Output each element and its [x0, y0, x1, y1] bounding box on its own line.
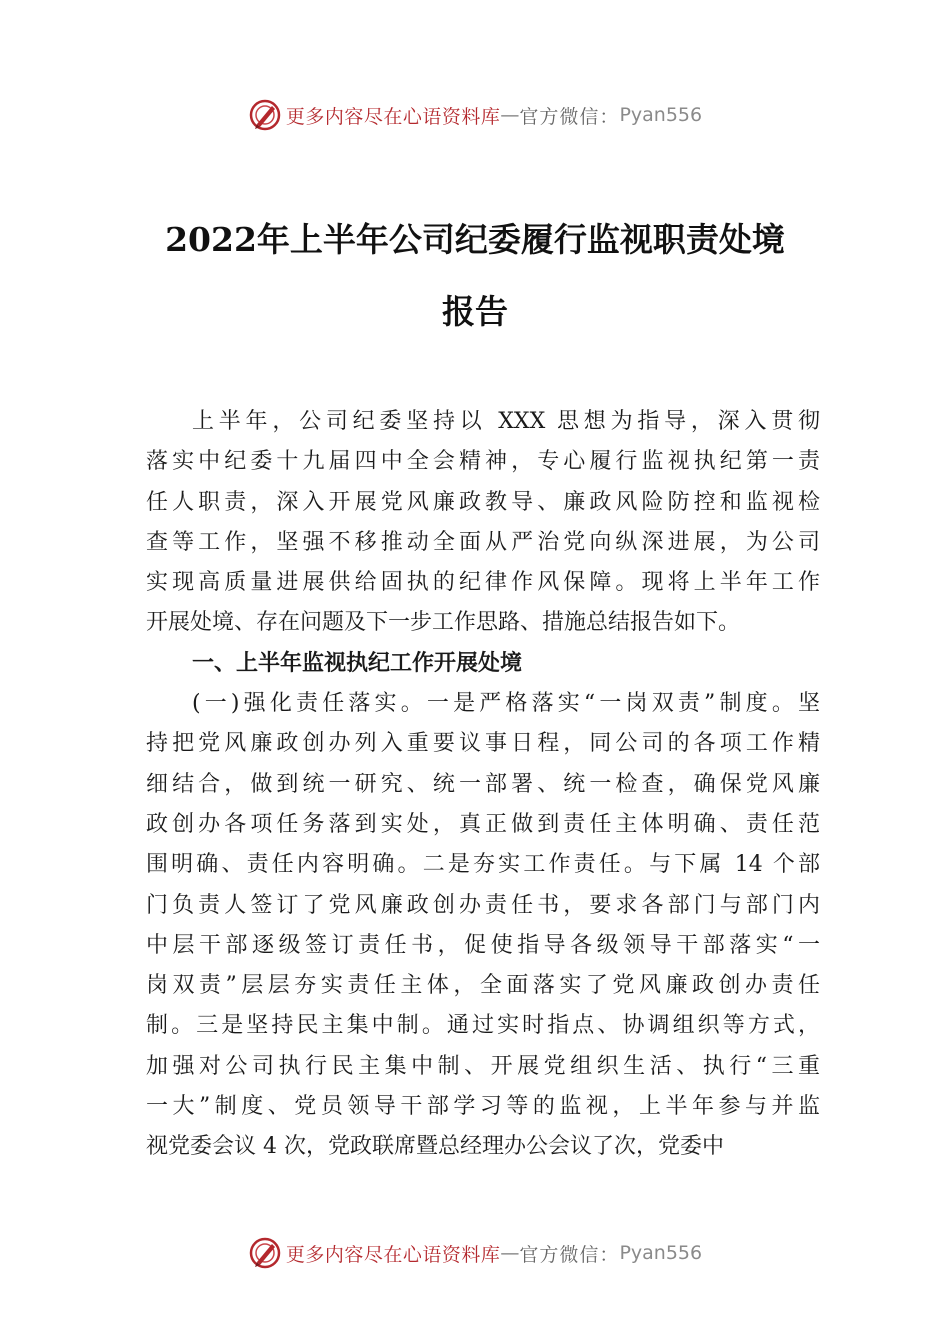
paragraph-line: 持把党风廉政创办列入重要议事日程，同公司的各项工作精: [146, 731, 820, 757]
paragraph-line: 上半年，公司纪委坚持以 XXX 思想为指导，深入贯彻: [192, 409, 820, 434]
paragraph-line: 开展处境、存在问题及下一步工作思路、措施总结报告如下。: [146, 610, 741, 636]
paragraph-line: 岗双责”层层夯实责任主体，全面落实了党风廉政创办责任: [146, 973, 820, 999]
paragraph-line: 门负责人签订了党风廉政创办责任书，要求各部门与部门内: [146, 892, 820, 918]
watermark-header: [0, 95, 950, 135]
watermark-wechat-label: 官方微信：: [519, 1243, 620, 1266]
paragraph-line: (一)强化责任落实。一是严格落实“一岗双责”制度。坚: [192, 691, 820, 717]
watermark-footer: [0, 1233, 950, 1273]
paragraph-line: 一大”制度、党员领导干部学习等的监视，上半年参与并监: [146, 1094, 820, 1120]
watermark-dash: —: [500, 1242, 520, 1264]
document-body: [146, 402, 820, 1168]
watermark-site-name: 更多内容尽在心语资料库: [285, 105, 501, 128]
paragraph-line: 中层干部逐级签订责任书，促使指导各级领导干部落实“一: [146, 932, 820, 958]
watermark-wechat-label: 官方微信：: [519, 105, 620, 128]
paragraph-line: 查等工作，坚强不移推动全面从严治党向纵深进展，为公司: [146, 529, 820, 555]
section-heading: 一、上半年监视执纪工作开展处境: [192, 650, 523, 676]
paragraph-line: 围明确、责任内容明确。二是夯实工作责任。与下属 14 个部: [146, 852, 820, 878]
paragraph-line: 制。三是坚持民主集中制。通过实时指点、协调组织等方式，: [146, 1013, 820, 1039]
document-title-line1: 2022年上半年公司纪委履行监视职责处境: [165, 220, 785, 259]
paragraph-line: 细结合，做到统一研究、统一部署、统一检查，确保党风廉: [146, 771, 820, 797]
paragraph-line: 实现高质量进展供给固执的纪律作风保障。现将上半年工作: [146, 570, 820, 596]
document-title-line2: 报告: [442, 292, 508, 331]
paragraph-line: 加强对公司执行民主集中制、开展党组织生活、执行“三重: [146, 1053, 820, 1079]
paragraph-line: 政创办各项任务落到实处，真正做到责任主体明确、责任范: [146, 811, 820, 837]
paragraph-line: 视党委会议 4 次，党政联席暨总经理办公会议了次，党委中: [146, 1134, 724, 1160]
watermark-wechat-id: Pyan556: [619, 104, 703, 126]
watermark-dash: —: [500, 104, 520, 126]
pen-logo-icon: [248, 98, 282, 132]
watermark-wechat-id: Pyan556: [619, 1242, 703, 1264]
watermark-site-name: 更多内容尽在心语资料库: [285, 1243, 501, 1266]
paragraph-line: 任人职责，深入开展党风廉政教导、廉政风险防控和监视检: [146, 489, 820, 515]
paragraph-line: 落实中纪委十九届四中全会精神，专心履行监视执纪第一责: [146, 449, 820, 475]
pen-logo-icon: [248, 1236, 282, 1270]
